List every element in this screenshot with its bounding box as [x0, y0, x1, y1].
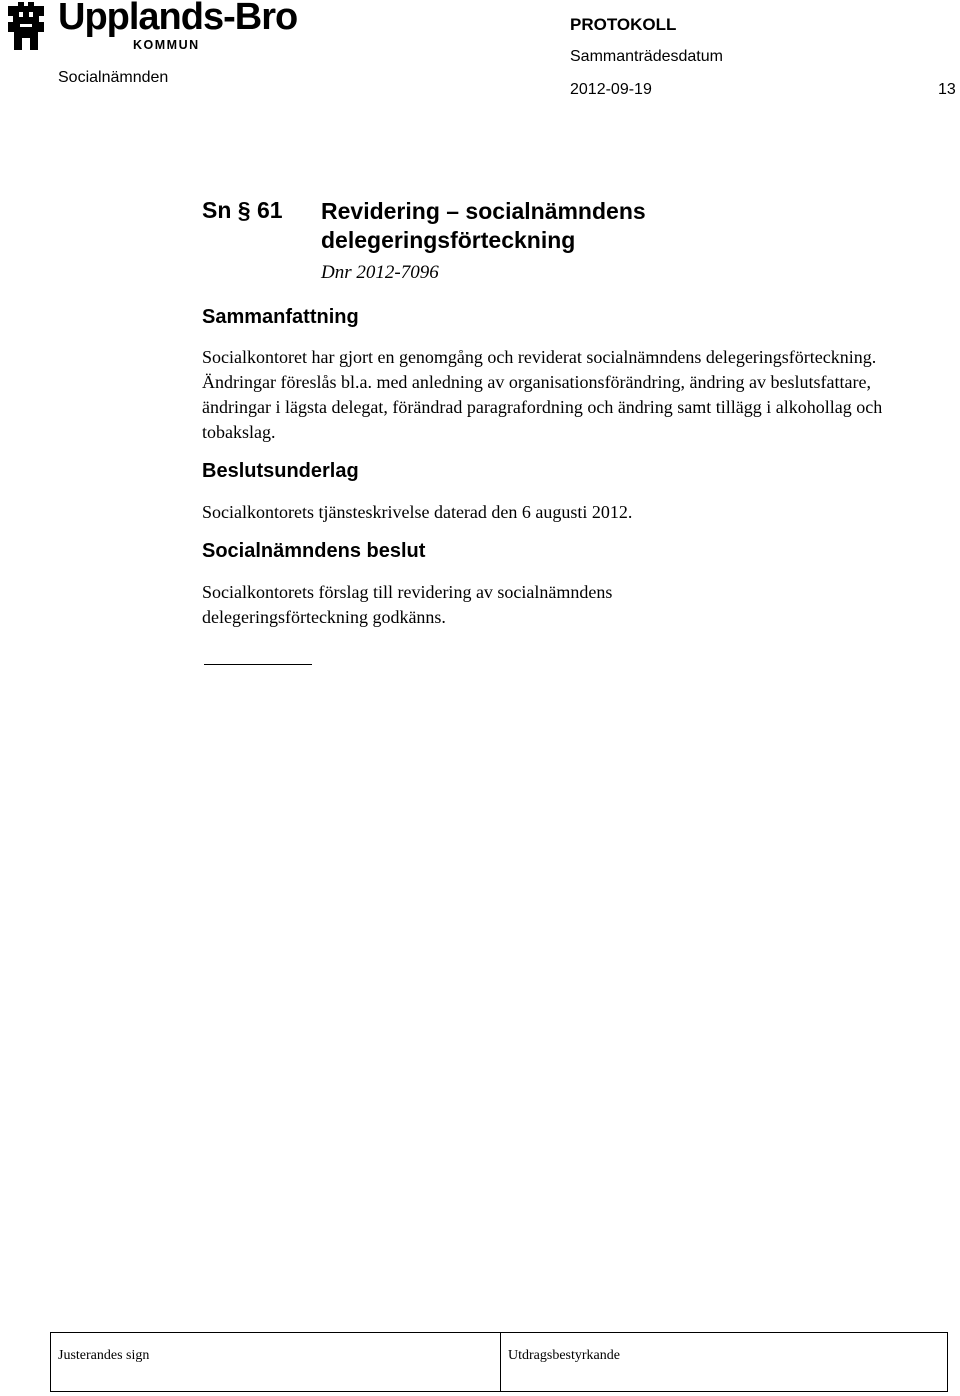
footer-sign-label: Justerandes sign	[58, 1348, 150, 1363]
decision-text: Socialkontorets förslag till revidering av socialnämndens delegeringsförteckning godkänns.	[202, 582, 613, 627]
heading-summary: Sammanfattning	[202, 306, 359, 328]
signature-footer	[50, 1332, 948, 1392]
header-doc-type: PROTOKOLL	[570, 15, 677, 34]
heading-decision-basis: Beslutsunderlag	[202, 460, 359, 482]
heading-decision: Socialnämndens beslut	[202, 540, 426, 562]
logo-subtitle: KOMMUN	[133, 38, 200, 52]
decision-basis-text: Socialkontorets tjänsteskrivelse daterad den 6 augusti 2012.	[202, 502, 633, 522]
footer-extract-cell	[500, 1333, 947, 1391]
municipality-emblem-icon	[2, 0, 50, 52]
end-divider	[204, 664, 312, 665]
header-date-label: Sammanträdesdatum	[570, 48, 723, 65]
summary-text: Socialkontoret har gjort en genomgång och reviderat socialnämndens delegeringsförteckning. Ändringar föreslås bl.a. med anledning av organisationsförändring, ändring av beslutsfattare, ändringar i lägsta delegat, förändrad paragrafordning och ändring samt tillägg i alkohollag och tobakslag.	[202, 347, 883, 442]
section-title: Revidering – socialnämndens delegeringsförteckning	[321, 198, 646, 253]
footer-extract-label: Utdragsbestyrkande	[508, 1348, 620, 1363]
header-date: 2012-09-19	[570, 81, 652, 98]
section-number: Sn § 61	[202, 197, 283, 223]
header-page-number: 13	[938, 81, 956, 98]
municipality-logo	[2, 0, 302, 56]
footer-sign-cell	[51, 1333, 500, 1391]
logo-wordmark: Upplands-Bro	[58, 0, 298, 38]
section-dnr: Dnr 2012-7096	[321, 262, 439, 283]
header-unit: Socialnämnden	[58, 69, 169, 86]
